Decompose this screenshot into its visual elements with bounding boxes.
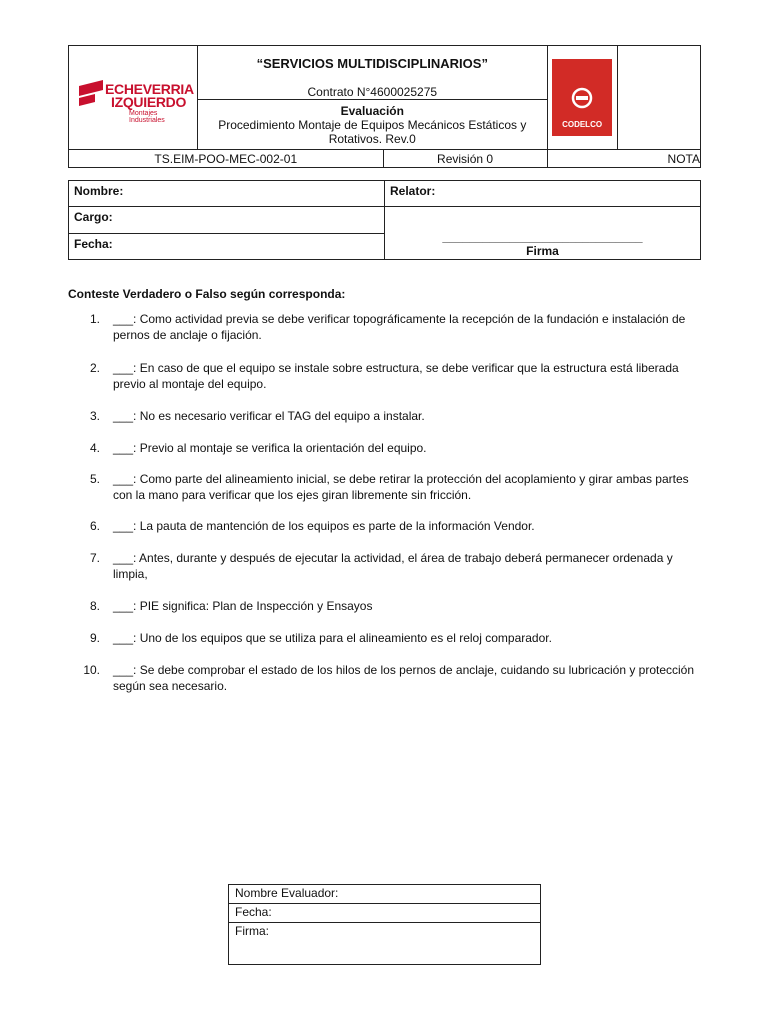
evaluator-name-field[interactable] bbox=[229, 885, 541, 904]
instructor-field[interactable] bbox=[385, 181, 701, 207]
contract-number: Contrato N°4600025275 bbox=[307, 85, 438, 99]
question-number: 4. bbox=[89, 441, 100, 455]
question-text: ___: No es necesario verificar el TAG del equipo a instalar. bbox=[113, 409, 425, 423]
question-text: ___: Uno de los equipos que se utiliza para el alineamiento es el reloj comparador. bbox=[113, 631, 552, 645]
question-number: 9. bbox=[89, 631, 100, 645]
document-header bbox=[68, 45, 701, 168]
evaluator-box bbox=[228, 884, 541, 965]
ei-logo-tagline: Montajes Industriales bbox=[129, 109, 165, 124]
evaluator-signature-label: Firma: bbox=[235, 924, 269, 938]
document-code: TS.EIM-POO-MEC-002-01 bbox=[154, 151, 298, 166]
question-text: ___: En caso de que el equipo se instale sobre estructura, se debe verificar que la estructura está liberada previo al montaje del equipo. bbox=[113, 361, 679, 391]
evaluator-date-label: Fecha: bbox=[235, 905, 272, 919]
evaluator-date-field[interactable] bbox=[229, 904, 541, 923]
echeverria-izquierdo-logo bbox=[73, 74, 193, 122]
question-number: 2. bbox=[89, 361, 100, 375]
company-logo-cell bbox=[69, 46, 198, 150]
evaluator-signature-field[interactable] bbox=[229, 923, 541, 965]
instructions: Conteste Verdadero o Falso según corresponda: bbox=[68, 287, 346, 301]
name-field[interactable] bbox=[69, 181, 385, 207]
signature-field[interactable] bbox=[385, 207, 701, 260]
procedure-name: Procedimiento Montaje de Equipos Mecánicos Estáticos y Rotativos. Rev.0 bbox=[218, 117, 527, 146]
grade-label-cell bbox=[547, 150, 700, 168]
evaluation-label: Evaluación bbox=[340, 103, 404, 118]
question-text: ___: Como parte del alineamiento inicial, se debe retirar la protección del acoplamiento y girar ambas partes con la mano para verificar que los ejes giran libremente sin fricción. bbox=[113, 472, 689, 502]
evaluator-name-label: Nombre Evaluador: bbox=[235, 886, 339, 900]
name-label: Nombre: bbox=[74, 184, 124, 198]
date-field[interactable] bbox=[69, 233, 385, 259]
question-text: ___: Antes, durante y después de ejecutar la actividad, el área de trabajo deberá permanecer ordenada y limpia, bbox=[113, 551, 673, 581]
ei-logo-line2: IZQUIERDO bbox=[111, 93, 187, 110]
grade-box bbox=[617, 46, 700, 150]
question-text: ___: PIE significa: Plan de Inspección y Ensayos bbox=[113, 599, 373, 613]
document-title: “SERVICIOS MULTIDISCIPLINARIOS” bbox=[256, 56, 488, 71]
codelco-logo-text: CODELCO bbox=[562, 120, 603, 129]
question-number: 8. bbox=[89, 599, 100, 613]
signature-label: Firma bbox=[526, 244, 559, 258]
question-number: 7. bbox=[89, 551, 100, 565]
question-number: 10. bbox=[83, 663, 100, 677]
question-text: ___: La pauta de mantención de los equipos es parte de la información Vendor. bbox=[113, 519, 535, 533]
codelco-logo-cell bbox=[547, 46, 617, 150]
question-text: ___: Se debe comprobar el estado de los hilos de los pernos de anclaje, cuidando su lubricación y protección según sea necesario. bbox=[113, 663, 695, 693]
instructor-label: Relator: bbox=[390, 184, 436, 198]
question-number: 6. bbox=[89, 519, 100, 533]
ei-logo-line1: ECHEVERRIA bbox=[105, 80, 194, 97]
question-text: ___: Previo al montaje se verifica la orientación del equipo. bbox=[113, 441, 427, 455]
codelco-logo bbox=[552, 59, 612, 136]
codelco-emblem-icon bbox=[571, 87, 593, 109]
evaluation-cell bbox=[198, 100, 548, 150]
question-text: ___: Como actividad previa se debe verificar topográficamente la recepción de la fundación e instalación de pernos de anclaje o fijación. bbox=[113, 312, 686, 342]
position-field[interactable] bbox=[69, 207, 385, 233]
participant-info-table bbox=[68, 180, 701, 260]
question-number: 3. bbox=[89, 409, 100, 423]
revision-label: Revisión 0 bbox=[437, 151, 494, 166]
ei-logo-icon bbox=[77, 80, 105, 108]
position-label: Cargo: bbox=[74, 210, 113, 225]
date-label: Fecha: bbox=[74, 236, 113, 251]
grade-label: NOTA bbox=[667, 151, 700, 166]
title-cell bbox=[198, 46, 548, 100]
doc-code-cell bbox=[69, 150, 384, 168]
signature-line: ______________________________ bbox=[442, 230, 643, 244]
question-number: 1. bbox=[89, 312, 100, 326]
question-number: 5. bbox=[89, 472, 100, 486]
revision-cell bbox=[383, 150, 547, 168]
